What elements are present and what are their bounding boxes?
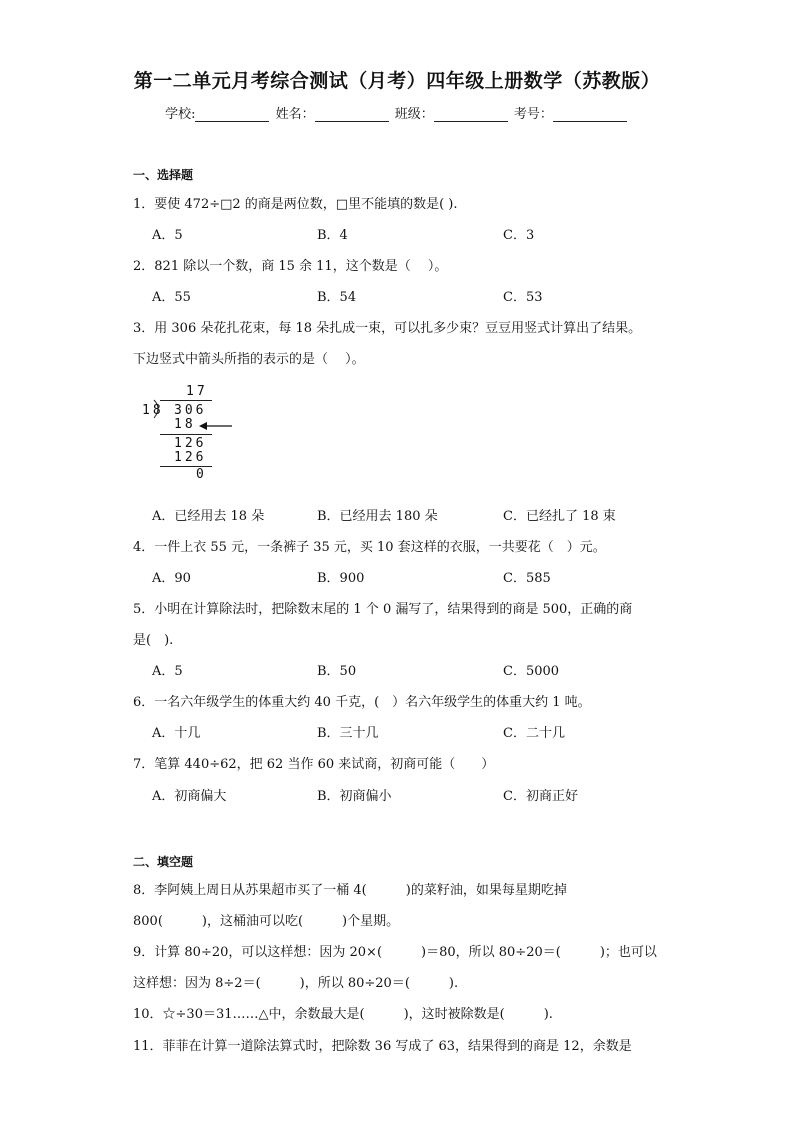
question-7: 7．笔算 440÷62，把 62 当作 60 来试商，初商可能（ ） [133, 757, 495, 772]
question-5-line-2: 是( ). [133, 633, 174, 648]
q5-option-a[interactable]: A．5 [152, 664, 183, 679]
page-title: 第一二单元月考综合测试（月考）四年级上册数学（苏教版） [133, 70, 661, 92]
q2-option-c[interactable]: C．53 [503, 290, 543, 305]
long-division-figure [140, 382, 260, 482]
q2-option-a[interactable]: A．55 [152, 290, 191, 305]
name-label: 姓名： [275, 107, 315, 122]
class-label: 班级： [394, 107, 434, 122]
q5-option-c[interactable]: C．5000 [503, 664, 560, 679]
q6-option-c[interactable]: C．二十几 [503, 726, 565, 741]
q3-option-a[interactable]: A．已经用去 18 朵 [152, 509, 265, 524]
number-blank[interactable] [553, 107, 627, 122]
division-remainder-1: 126 [174, 436, 207, 451]
section-heading-fill: 二、填空题 [133, 855, 194, 869]
school-label: 学校: [165, 107, 196, 122]
question-9-line-2: 这样想：因为 8÷2＝( )，所以 80÷20＝( ). [133, 976, 459, 991]
q6-option-a[interactable]: A．十几 [152, 726, 201, 741]
school-blank[interactable] [195, 107, 269, 122]
student-info-line [0, 103, 794, 122]
number-label: 考号： [513, 107, 553, 122]
question-3-line-1: 3．用 306 朵花扎花束，每 18 朵扎成一束，可以扎多少束？豆豆用竖式计算出了结果。 [133, 321, 642, 336]
q3-option-c[interactable]: C．已经扎了 18 束 [503, 509, 616, 524]
q4-option-c[interactable]: C．585 [503, 571, 551, 586]
q7-option-b[interactable]: B．初商偏小 [317, 789, 392, 804]
q6-option-b[interactable]: B．三十几 [317, 726, 379, 741]
question-8-line-1: 8．李阿姨上周日从苏果超市买了一桶 4( )的菜籽油，如果每星期吃掉 [133, 883, 567, 898]
q5-option-b[interactable]: B．50 [317, 664, 357, 679]
question-8-line-2: 800( )，这桶油可以吃( )个星期。 [133, 914, 400, 929]
division-divisor: 18 [142, 403, 164, 418]
question-9-line-1: 9．计算 80÷20，可以这样想：因为 20×( )＝80，所以 80÷20＝( )；也可以 [133, 945, 657, 960]
division-line-1 [160, 434, 212, 435]
question-5-line-1: 5．小明在计算除法时，把除数末尾的 1 个 0 漏写了，结果得到的商是 500，正确的商 [133, 602, 633, 617]
question-11: 11．菲菲在计算一道除法算式时，把除数 36 写成了 63，结果得到的商是 12，余数是 [133, 1039, 632, 1054]
question-10: 10．☆÷30＝31……△中，余数最大是( )，这时被除数是( ). [133, 1007, 553, 1022]
question-2: 2．821 除以一个数，商 15 余 11，这个数是（ ）。 [133, 259, 448, 274]
question-3-line-2: 下边竖式中箭头所指的表示的是（ ）。 [133, 352, 365, 367]
division-dividend: 306 [174, 403, 207, 418]
q1-option-c[interactable]: C．3 [503, 228, 535, 243]
question-4: 4．一件上衣 55 元，一条裤子 35 元，买 10 套这样的衣服，一共要花（ ）元。 [133, 540, 606, 555]
division-quotient: 17 [186, 384, 208, 399]
division-remainder-2: 0 [196, 467, 207, 482]
division-step-1: 18 [174, 417, 196, 432]
q2-option-b[interactable]: B．54 [317, 290, 357, 305]
arrow-left-icon [198, 420, 234, 432]
class-blank[interactable] [434, 107, 508, 122]
section-heading-choice: 一、选择题 [133, 168, 194, 182]
q1-option-b[interactable]: B．4 [317, 228, 348, 243]
q4-option-b[interactable]: B．900 [317, 571, 365, 586]
q7-option-a[interactable]: A．初商偏大 [152, 789, 227, 804]
q7-option-c[interactable]: C．初商正好 [503, 789, 578, 804]
q1-option-a[interactable]: A．5 [152, 228, 183, 243]
question-1: 1．要使 472÷□2 的商是两位数，□里不能填的数是( ). [133, 197, 458, 212]
name-blank[interactable] [315, 107, 389, 122]
division-step-2: 126 [174, 450, 207, 465]
question-6: 6．一名六年级学生的体重大约 40 千克，( ）名六年级学生的体重大约 1 吨。 [133, 695, 591, 710]
q3-option-b[interactable]: B．已经用去 180 朵 [317, 509, 438, 524]
q4-option-a[interactable]: A．90 [152, 571, 191, 586]
division-bar [160, 400, 212, 401]
